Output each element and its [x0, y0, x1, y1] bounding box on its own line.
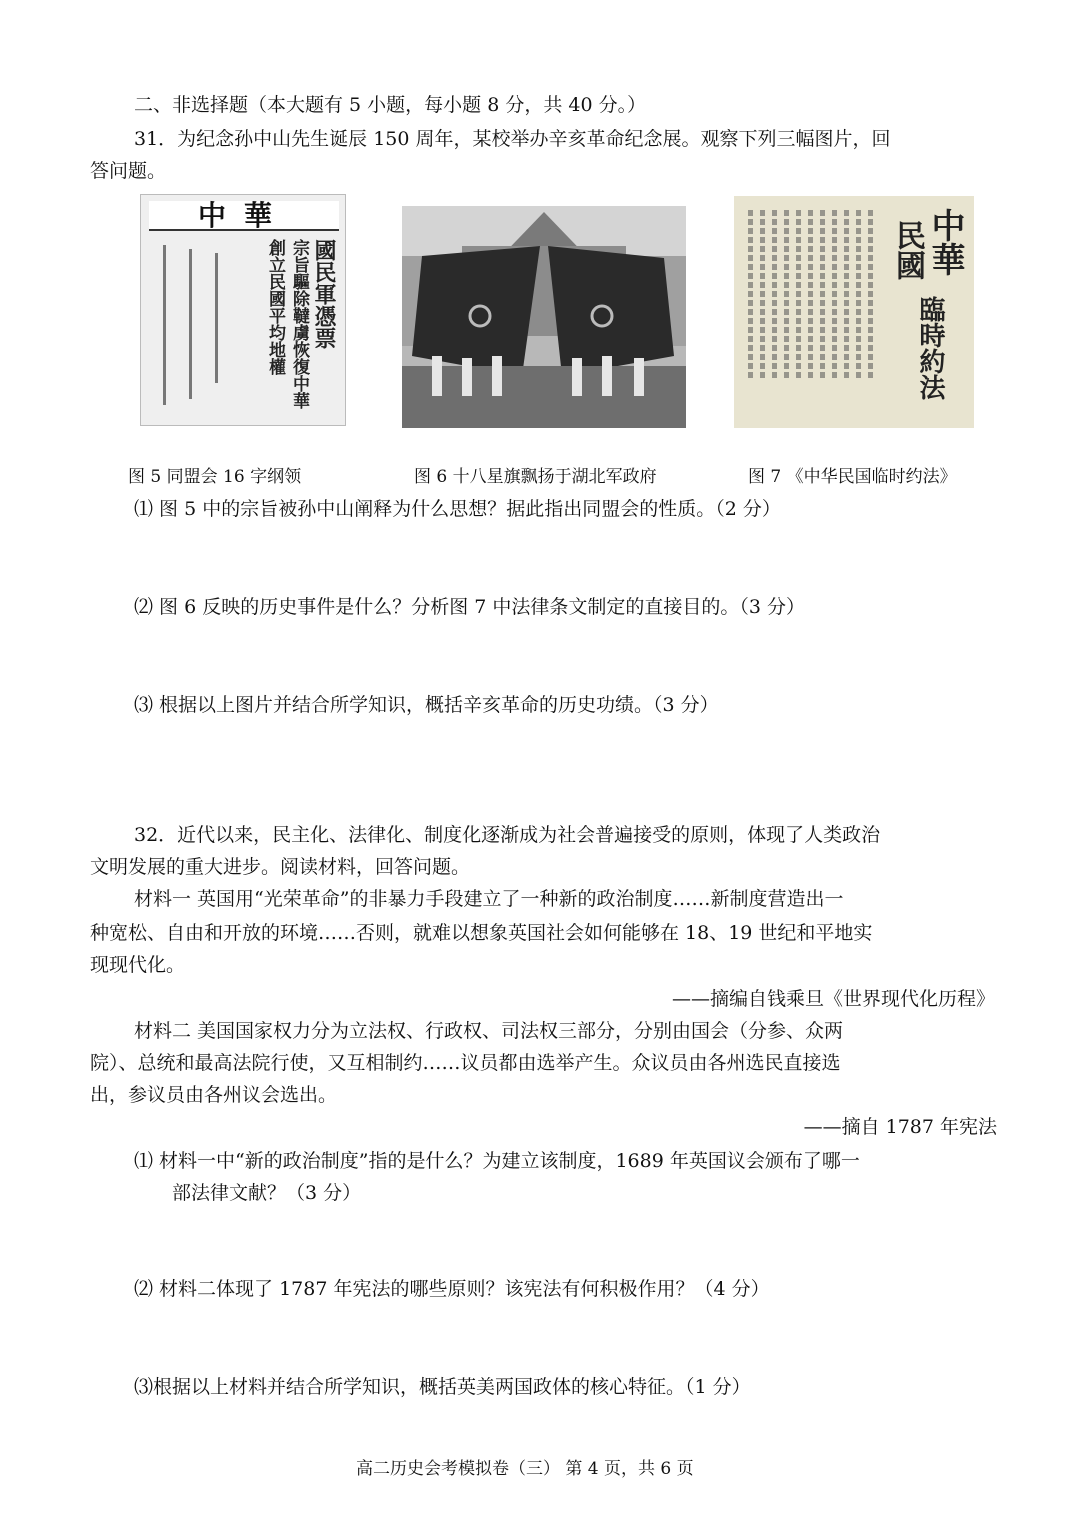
fig7-text-column — [784, 210, 789, 380]
q32-material2-line3: 出，参议员由各州议会选出。 — [90, 1084, 338, 1106]
fig5-caption: 图 5 同盟会 16 字纲领 — [128, 467, 302, 487]
page-footer: 高二历史会考模拟卷（三） 第 4 页，共 6 页 — [356, 1459, 694, 1479]
fig7-title-col-1: 中華 — [925, 208, 965, 276]
figure-5-newspaper-image — [140, 194, 346, 426]
q31-subquestion-1: ⑴ 图 5 中的宗旨被孙中山阐释为什么思想？据此指出同盟会的性质。（2 分） — [134, 498, 781, 520]
fig7-text-column — [868, 210, 873, 380]
q32-subquestion-3: ⑶根据以上材料并结合所学知识，概括英美两国政体的核心特征。（1 分） — [134, 1376, 751, 1398]
q32-material2-line1: 材料二 美国国家权力分为立法权、行政权、司法权三部分，分别由国会（分参、众两 — [134, 1020, 844, 1042]
fig7-text-column — [856, 210, 861, 380]
fig7-text-column — [760, 210, 765, 380]
fig5-col-2: 宗旨驅除韃虜恢復中華 — [289, 239, 309, 409]
q32-material1-source: ——摘编自钱乘旦《世界现代化历程》 — [671, 988, 995, 1010]
q32-material2-source: ——摘自 1787 年宪法 — [803, 1116, 997, 1138]
q31-intro-line2: 答问题。 — [90, 160, 167, 182]
fig7-text-column — [844, 210, 849, 380]
q32-subquestion-1-line1: ⑴ 材料一中“新的政治制度”指的是什么？为建立该制度，1689 年英国议会颁布了哪一 — [134, 1150, 860, 1172]
figure-7-document-image — [734, 196, 974, 428]
fig5-handwriting — [189, 249, 192, 399]
fig7-caption: 图 7 《中华民国临时约法》 — [748, 467, 957, 487]
q31-intro-line1: 31．为纪念孙中山先生诞辰 150 周年，某校举办辛亥革命纪念展。观察下列三幅图片，回 — [134, 128, 891, 150]
fig7-text-column — [796, 210, 801, 380]
fig7-text-column — [772, 210, 777, 380]
fig5-handwriting — [215, 253, 218, 383]
fig7-text-column — [832, 210, 837, 380]
fig5-col-3: 創立民國平均地權 — [265, 239, 285, 375]
fig5-head-text: 中華 — [149, 201, 339, 231]
q32-intro-line1: 32．近代以来，民主化、法律化、制度化逐渐成为社会普遍接受的原则，体现了人类政治 — [134, 824, 881, 846]
q31-subquestion-2: ⑵ 图 6 反映的历史事件是什么？分析图 7 中法律条文制定的直接目的。（3 分） — [134, 596, 806, 618]
q32-material1-line3: 现现代化。 — [90, 954, 186, 976]
fig7-text-column — [820, 210, 825, 380]
fig6-caption: 图 6 十八星旗飘扬于湖北军政府 — [414, 467, 657, 487]
fig7-text-column — [748, 210, 753, 380]
fig6-photo-illustration — [402, 206, 686, 428]
q32-material1-line1: 材料一 英国用“光荣革命”的非暴力手段建立了一种新的政治制度……新制度营造出一 — [134, 888, 844, 910]
q31-subquestion-3: ⑶ 根据以上图片并结合所学知识，概括辛亥革命的历史功绩。（3 分） — [134, 694, 719, 716]
fig7-title-col-2: 民國 — [890, 220, 925, 280]
figure-6-photo — [402, 206, 686, 428]
fig7-text-column — [808, 210, 813, 380]
section-title: 二、非选择题（本大题有 5 小题，每小题 8 分，共 40 分。） — [134, 94, 647, 116]
fig7-title-col-3: 臨時約法 — [915, 296, 945, 400]
q32-material1-line2: 种宽松、自由和开放的环境……否则，就难以想象英国社会如何能够在 18、19 世纪和平地实 — [90, 922, 873, 944]
fig5-handwriting — [163, 245, 166, 405]
q32-subquestion-1-line2: 部法律文献？（3 分） — [172, 1182, 362, 1204]
q32-subquestion-2: ⑵ 材料二体现了 1787 年宪法的哪些原则？该宪法有何积极作用？（4 分） — [134, 1278, 770, 1300]
q32-intro-line2: 文明发展的重大进步。阅读材料，回答问题。 — [90, 856, 471, 878]
q32-material2-line2: 院）、总统和最高法院行使，又互相制约……议员都由选举产生。众议员由各州选民直接选 — [90, 1052, 841, 1074]
fig5-col-1: 國民軍憑票 — [311, 239, 337, 349]
